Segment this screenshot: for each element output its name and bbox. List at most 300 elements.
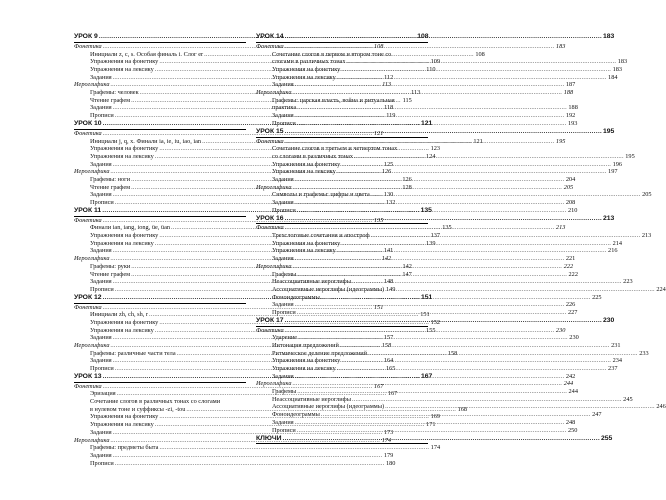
toc-entry-title: Инициали z, c, s. Особая финаль i. Слог er xyxy=(90,50,204,58)
toc-page-number: 125 xyxy=(383,160,394,168)
toc-entry[interactable] xyxy=(256,293,602,302)
toc-entry[interactable] xyxy=(256,395,633,404)
toc-entry[interactable] xyxy=(256,112,576,120)
toc-page-number: 123 xyxy=(430,145,441,153)
toc-entry[interactable] xyxy=(256,191,652,199)
toc-page-number: 137 xyxy=(430,232,441,240)
toc-entry-title: Фонетика xyxy=(256,42,284,50)
toc-entry[interactable] xyxy=(256,270,578,279)
toc-entry-title: Неассоциативные иероглифы xyxy=(272,278,351,286)
toc-page-number: 113 xyxy=(382,81,392,89)
toc-page-number: 244 xyxy=(563,380,574,388)
toc-entry-title: Фонетика xyxy=(74,382,102,390)
toc-leader-dots xyxy=(341,240,611,248)
toc-page-number: 115 xyxy=(402,96,412,104)
toc-page-number: 214 xyxy=(612,239,623,247)
toc-entry-title: Фонетика xyxy=(256,137,284,145)
toc-entry-title: Иероглифика xyxy=(74,81,110,89)
toc-leader-dots xyxy=(295,176,565,184)
toc-page-number: 230 xyxy=(555,326,566,334)
toc-page-number: 121 xyxy=(473,137,483,145)
toc-page-number: 124 xyxy=(426,152,436,160)
toc-entry[interactable] xyxy=(256,81,576,89)
toc-entry[interactable] xyxy=(256,97,428,105)
toc-entry-title: Графемы xyxy=(272,388,297,396)
toc-page-number: 224 xyxy=(656,285,666,293)
toc-page-number: 231 xyxy=(611,341,621,349)
toc-entry[interactable] xyxy=(256,255,576,263)
toc-entry[interactable] xyxy=(256,119,578,128)
toc-page-number: 165 xyxy=(385,365,396,373)
toc-entry[interactable] xyxy=(256,247,618,255)
toc-page-number: 151 xyxy=(373,303,384,311)
toc-entry-title: Неассоциативные иероглифы xyxy=(272,395,351,403)
toc-entry-title: УРОК 12 xyxy=(74,293,102,301)
toc-entry-title: Иероглифика xyxy=(74,168,110,176)
toc-entry-title: Задания xyxy=(272,81,294,89)
toc-entry[interactable] xyxy=(74,398,246,406)
toc-leader-dots xyxy=(340,342,610,350)
toc-page-number: 135 xyxy=(373,216,384,224)
toc-page-number: 164 xyxy=(383,357,394,365)
toc-page-number: 210 xyxy=(567,206,578,214)
toc-leader-dots xyxy=(285,215,602,224)
toc-entry-title: Упражнения на фонетику xyxy=(90,145,159,153)
toc-leader-dots xyxy=(285,317,602,326)
toc-entry-title: УРОК 13 xyxy=(74,373,102,381)
toc-page-number: 221 xyxy=(565,255,576,263)
toc-leader-dots xyxy=(337,247,607,255)
toc-entry[interactable] xyxy=(256,372,576,381)
toc-page-number: 205 xyxy=(642,191,652,199)
toc-entry[interactable] xyxy=(256,357,623,365)
toc-entry-title: Графемы: руки xyxy=(90,262,131,270)
toc-entry[interactable] xyxy=(74,459,396,468)
toc-entry-title: Ассоциативные иероглифы (идеограммы) xyxy=(272,285,385,293)
toc-leader-dots xyxy=(113,452,383,460)
toc-entry-title: слогами в различных тонах xyxy=(272,58,346,66)
toc-leader-dots xyxy=(285,128,602,137)
toc-section-heading[interactable] xyxy=(256,42,566,51)
toc-lesson-heading[interactable] xyxy=(256,214,615,225)
toc-page-number: 121 xyxy=(421,120,433,128)
toc-entry-title: Задания xyxy=(90,73,112,81)
toc-page-number: 121 xyxy=(373,129,384,137)
toc-entry-title: УРОК 14 xyxy=(256,33,284,41)
toc-page-number: 108 xyxy=(417,33,429,41)
toc-page-number: 167 xyxy=(373,382,384,390)
toc-leader-dots xyxy=(385,403,655,411)
toc-page-number: 126 xyxy=(381,168,392,176)
toc-leader-dots xyxy=(295,419,565,427)
toc-leader-dots xyxy=(285,327,555,335)
toc-page-number: 247 xyxy=(592,411,602,419)
toc-leader-dots xyxy=(297,104,567,112)
toc-leader-dots xyxy=(341,357,611,365)
toc-entry-title: Графемы: предметы быта xyxy=(90,444,159,452)
toc-entry-title: Упражнения на лексику xyxy=(272,247,336,255)
toc-page-number: 110 xyxy=(426,66,436,74)
toc-entry-title: Упражнения на фонетику xyxy=(272,357,341,365)
toc-entry-title: Упражнения на лексику xyxy=(272,73,336,81)
toc-entry-title: Сочетание слогов в первом и втором тоне со xyxy=(272,50,392,58)
toc-page-number: 151 xyxy=(421,293,433,301)
toc-entry-title: Иероглифика xyxy=(74,341,110,349)
toc-entry-title: Прописи xyxy=(272,206,296,214)
toc-entry-title: Фонетика xyxy=(256,326,284,334)
toc-page-number: 204 xyxy=(565,175,576,183)
toc-entry[interactable] xyxy=(256,145,428,153)
toc-page-number: 213 xyxy=(641,232,652,240)
toc-page-number: 108 xyxy=(475,50,485,58)
toc-leader-dots xyxy=(297,271,567,279)
toc-entry[interactable] xyxy=(256,51,428,59)
toc-entry[interactable] xyxy=(256,334,579,342)
toc-leader-dots xyxy=(297,309,567,317)
toc-entry-title: Задания xyxy=(90,104,112,112)
toc-entry-title: Иероглифика xyxy=(256,262,292,270)
toc-entry-title: Сочетание слогов в третьем и четвертом тонах xyxy=(272,145,398,153)
toc-leader-dots xyxy=(295,81,565,89)
toc-page-number: 147 xyxy=(402,270,412,278)
toc-page-number: 250 xyxy=(567,426,578,434)
toc-page-number: 141 xyxy=(383,247,394,255)
toc-entry-title: Чтение графем xyxy=(90,270,131,278)
toc-entry-title: Иероглифика xyxy=(256,183,292,191)
toc-page-number: 139 xyxy=(426,239,436,247)
toc-page-number: 213 xyxy=(555,224,566,232)
toc-entry-title: Сочетание слогов в различных тонах со слогами xyxy=(90,398,221,406)
toc-leader-dots xyxy=(385,286,655,294)
toc-leader-dots xyxy=(295,199,565,207)
toc-entry-title: Упражнения на фонетику xyxy=(90,413,159,421)
toc-entry-title: Задания xyxy=(272,301,294,309)
toc-leader-dots xyxy=(341,66,611,74)
toc-entry-title: Упражнения на фонетику xyxy=(90,58,159,66)
toc-leader-dots xyxy=(295,301,565,309)
toc-entry-title: Упражнения на фонетику xyxy=(90,318,159,326)
toc-page-number: 173 xyxy=(383,428,394,436)
toc-page-number: 180 xyxy=(385,459,396,467)
toc-entry-title: Иероглифика xyxy=(74,436,110,444)
toc-entry-title: со слогами в различных тонах xyxy=(272,152,354,160)
toc-leader-dots xyxy=(341,161,611,169)
toc-page-number: 226 xyxy=(565,301,576,309)
toc-entry-title: Чтение графем xyxy=(90,96,131,104)
toc-entry-title: Чтение графем xyxy=(90,183,131,191)
toc-entry-title: Упражнения на лексику xyxy=(90,239,154,247)
toc-entry[interactable] xyxy=(256,365,618,373)
toc-section-heading[interactable] xyxy=(256,183,574,192)
toc-page-number: 151 xyxy=(420,311,430,319)
toc-entry-title: Графемы: различные части тела xyxy=(90,349,176,357)
toc-page-number: 242 xyxy=(565,372,576,380)
toc-leader-dots xyxy=(298,334,568,342)
toc-entry-title: Упражнения на лексику xyxy=(90,152,154,160)
toc-entry-title: Упражнения на фонетику xyxy=(272,66,341,74)
toc-entry-title: Фонетика xyxy=(74,42,102,50)
toc-page-number: 197 xyxy=(608,168,618,176)
toc-page-number: 230 xyxy=(603,317,615,325)
toc-page-number: 248 xyxy=(565,418,576,426)
toc-leader-dots xyxy=(337,365,607,373)
toc-page-number: 155 xyxy=(426,326,436,334)
toc-leader-dots xyxy=(285,43,555,51)
toc-entry[interactable] xyxy=(256,199,576,207)
toc-page-number: 245 xyxy=(623,395,633,403)
toc-entry-title: Упражнения на лексику xyxy=(272,168,336,176)
toc-entry-title: Прописи xyxy=(90,459,114,467)
toc-leader-dots xyxy=(347,58,617,66)
toc-entry[interactable] xyxy=(256,278,633,286)
toc-leader-dots xyxy=(368,350,638,358)
toc-entry-title: УРОК 11 xyxy=(74,207,102,215)
toc-leader-dots xyxy=(337,168,607,176)
toc-entry-title: Фоноидеограммы xyxy=(272,411,320,419)
toc-page-number: 223 xyxy=(623,278,633,286)
toc-entry-title: УРОК 16 xyxy=(256,214,284,222)
toc-entry-title: Интонация предложений xyxy=(272,341,339,349)
toc-page-number: 237 xyxy=(608,365,618,373)
toc-page-number: 195 xyxy=(625,152,635,160)
toc-page-number: 126 xyxy=(402,175,412,183)
toc-leader-dots xyxy=(297,207,567,215)
toc-page-number: 183 xyxy=(617,58,628,66)
toc-page-number: 195 xyxy=(603,127,615,135)
toc-leader-dots xyxy=(285,33,602,42)
toc-entry[interactable] xyxy=(256,426,578,435)
toc-page-number: 234 xyxy=(612,357,623,365)
toc-page-number: 168 xyxy=(457,405,468,413)
toc-leader-dots xyxy=(297,388,567,396)
toc-entry[interactable] xyxy=(256,73,618,82)
toc-page-number: 135 xyxy=(442,224,452,232)
toc-entry[interactable] xyxy=(256,388,578,396)
toc-page-number: 171 xyxy=(426,421,436,429)
toc-page-number: 135 xyxy=(420,207,432,215)
toc-entry-title: Прописи xyxy=(90,365,114,373)
toc-leader-dots xyxy=(285,138,555,146)
toc-page-number: 118 xyxy=(384,104,394,112)
toc-entry-title: Задания xyxy=(90,160,112,168)
toc-entry-title: Инициали zh, ch, sh, r xyxy=(90,311,148,319)
toc-page-number: 158 xyxy=(381,341,392,349)
toc-entry-title: Упражнения на лексику xyxy=(90,66,154,74)
toc-leader-dots xyxy=(297,427,567,435)
toc-entry-title: Задания xyxy=(272,418,294,426)
toc-page-number: 205 xyxy=(563,183,574,191)
toc-leader-dots xyxy=(371,232,641,240)
toc-page-number: 188 xyxy=(563,89,574,97)
toc-page-number: 213 xyxy=(603,214,615,222)
toc-entry-title: УРОК 9 xyxy=(74,33,98,41)
toc-entry[interactable] xyxy=(256,341,621,350)
toc-entry-title: Задания xyxy=(90,428,112,436)
toc-entry-title: Символы и графемы: цифры и цвета xyxy=(272,191,370,199)
toc-entry-title: Задания xyxy=(272,112,294,120)
toc-page-number: 244 xyxy=(568,388,578,396)
toc-page-number: 230 xyxy=(569,334,579,342)
toc-entry-title: Иероглифика xyxy=(74,255,110,263)
toc-entry-title: Задания xyxy=(90,247,112,255)
toc-page-number: 108 xyxy=(373,42,384,50)
toc-entry[interactable] xyxy=(256,160,623,169)
toc-entry-title: Трехслоговые сочетания и апостроф xyxy=(272,232,370,240)
toc-page-number: 183 xyxy=(555,42,566,50)
toc-page-number: 113 xyxy=(411,89,421,97)
toc-entry[interactable] xyxy=(256,175,576,184)
toc-page-number: 227 xyxy=(567,308,578,316)
toc-page-number: 158 xyxy=(447,349,458,357)
toc-entry-title: Фоноидеограммы xyxy=(272,293,320,301)
toc-entry[interactable] xyxy=(256,206,578,215)
toc-entry-continuation[interactable] xyxy=(256,104,578,112)
toc-entry-title: Ударение xyxy=(272,334,298,342)
toc-leader-dots xyxy=(297,120,567,128)
toc-entry-title: Задания xyxy=(272,199,294,207)
toc-entry-title: Упражнения на лексику xyxy=(272,365,336,373)
toc-entry-title: Упражнения на лексику xyxy=(90,326,154,334)
toc-page-number: 233 xyxy=(639,349,649,357)
toc-entry-title: Упражнения на лексику xyxy=(90,421,154,429)
toc-entry-title: Прописи xyxy=(90,112,114,120)
toc-entry[interactable] xyxy=(256,308,578,317)
toc-entry-title: Прописи xyxy=(90,285,114,293)
toc-entry-title: Ассоциативные иероглифы (идеограммы) xyxy=(272,403,385,411)
toc-page-number: 132 xyxy=(385,199,396,207)
toc-entry-title: Задания xyxy=(272,175,294,183)
toc-section-heading[interactable] xyxy=(256,380,574,388)
toc-entry-title: Задания xyxy=(90,334,112,342)
toc-leader-dots xyxy=(371,191,641,199)
toc-page-number: 188 xyxy=(568,104,578,112)
toc-entry-title: Фонетика xyxy=(74,129,102,137)
toc-page-number: 128 xyxy=(402,183,412,191)
toc-page-number: 119 xyxy=(386,112,396,120)
toc-section-heading[interactable] xyxy=(256,262,574,271)
toc-page-number: 184 xyxy=(608,73,618,81)
toc-page-number: 152 xyxy=(430,318,441,326)
toc-entry-title: Графемы xyxy=(272,270,297,278)
toc-section-heading[interactable] xyxy=(74,42,384,51)
toc-leader-dots xyxy=(337,74,607,82)
toc-page-number: 246 xyxy=(656,403,666,411)
toc-leader-dots xyxy=(115,460,385,468)
toc-leader-dots xyxy=(295,373,565,381)
toc-leader-dots xyxy=(354,153,624,161)
toc-entry-title: УРОК 15 xyxy=(256,127,284,135)
toc-entry-title: Инициали j, q, x. Финали ia, ie, iu, iao, ian xyxy=(90,137,202,145)
toc-entry-title: УРОК 17 xyxy=(256,317,284,325)
toc-page-number: 195 xyxy=(555,137,566,145)
toc-leader-dots xyxy=(321,294,591,302)
toc-leader-dots xyxy=(159,444,429,452)
toc-page-number: 183 xyxy=(612,66,623,74)
toc-entry[interactable] xyxy=(256,301,576,309)
toc-leader-dots xyxy=(292,89,562,97)
toc-page-number: 112 xyxy=(384,73,394,81)
toc-entry-title: Графемы: царская власть, война и ритуальная xyxy=(272,96,395,104)
toc-page-number: 109 xyxy=(430,58,441,66)
toc-entry[interactable] xyxy=(256,168,618,176)
toc-leader-dots xyxy=(295,255,565,263)
toc-entry-title: Графемы: человек xyxy=(90,89,139,97)
toc-entry-title: Упражнения на фонетику xyxy=(272,239,341,247)
toc-page-number: 193 xyxy=(567,119,578,127)
toc-section-heading[interactable] xyxy=(256,89,574,97)
toc-page-number: 130 xyxy=(383,191,394,199)
toc-page-number: 222 xyxy=(563,262,574,270)
toc-entry-title: Фонетика xyxy=(256,224,284,232)
toc-page-number: 216 xyxy=(608,247,618,255)
toc-page-number: 208 xyxy=(565,199,576,207)
toc-entry-title: Прописи xyxy=(272,426,296,434)
toc-page-number: 255 xyxy=(600,434,613,442)
toc-page-number: 179 xyxy=(383,451,394,459)
toc-entry-title: Графемы: ноги xyxy=(90,175,131,183)
toc-page-number: 187 xyxy=(565,81,576,89)
toc-entry-title: Ритмическое деление предложений xyxy=(272,349,368,357)
toc-page-number: 174 xyxy=(381,436,392,444)
toc-entry-title: в нулевом тоне и суффиксы -zi, -tou xyxy=(90,405,186,413)
toc-entry-title: Упражнения на фонетику xyxy=(90,232,159,240)
toc-leader-dots xyxy=(292,184,562,192)
toc-entry-title: Финали ian, iang, iong, üe, üan xyxy=(90,224,171,232)
toc-entry-title: Эризация xyxy=(90,390,116,398)
toc-entry-title: Задания xyxy=(90,357,112,365)
toc-page-number: 142 xyxy=(381,255,392,263)
toc-page-number: 167 xyxy=(421,373,433,381)
toc-page-number: 225 xyxy=(592,293,602,301)
toc-page-number: 142 xyxy=(402,262,412,270)
toc-page-number: 174 xyxy=(430,444,441,452)
toc-leader-dots xyxy=(352,396,622,404)
toc-page-number: 149 xyxy=(385,285,396,293)
toc-entry-title: Иероглифика xyxy=(256,89,292,97)
toc-lesson-heading[interactable] xyxy=(256,434,613,445)
toc-lesson-heading[interactable] xyxy=(256,33,615,43)
toc-leader-dots xyxy=(283,435,600,444)
toc-page-number: 157 xyxy=(383,334,394,342)
toc-page-number: 169 xyxy=(430,413,441,421)
toc-leader-dots xyxy=(295,112,565,120)
toc-entry-title: Прописи xyxy=(272,308,296,316)
toc-entry-title: Задания xyxy=(90,451,112,459)
toc-leader-dots xyxy=(321,411,591,419)
toc-page-number: 196 xyxy=(612,160,623,168)
toc-entry-title: Фонетика xyxy=(74,303,102,311)
toc-page-number: 148 xyxy=(383,278,394,286)
toc-leader-dots xyxy=(285,224,555,232)
toc-leader-dots xyxy=(352,278,622,286)
toc-entry-title: Прописи xyxy=(272,119,296,127)
toc-entry[interactable] xyxy=(256,285,666,294)
toc-entry-title: КЛЮЧИ xyxy=(256,434,282,442)
toc-entry[interactable] xyxy=(74,451,394,460)
toc-entry-title: Задания xyxy=(272,255,294,263)
toc-page-number: 192 xyxy=(565,112,576,120)
toc-page-number: 222 xyxy=(568,270,578,278)
toc-lesson-heading[interactable] xyxy=(256,127,615,138)
toc-entry-title: Прописи xyxy=(90,199,114,207)
toc-entry-title: практика xyxy=(272,104,297,112)
toc-page-number: 183 xyxy=(603,33,615,41)
toc-entry-title: Задания xyxy=(90,278,112,286)
toc-entry-title: УРОК 10 xyxy=(74,120,102,128)
toc-entry[interactable] xyxy=(74,444,441,452)
toc-page-number: 167 xyxy=(387,390,398,398)
toc-leader-dots xyxy=(292,380,562,388)
